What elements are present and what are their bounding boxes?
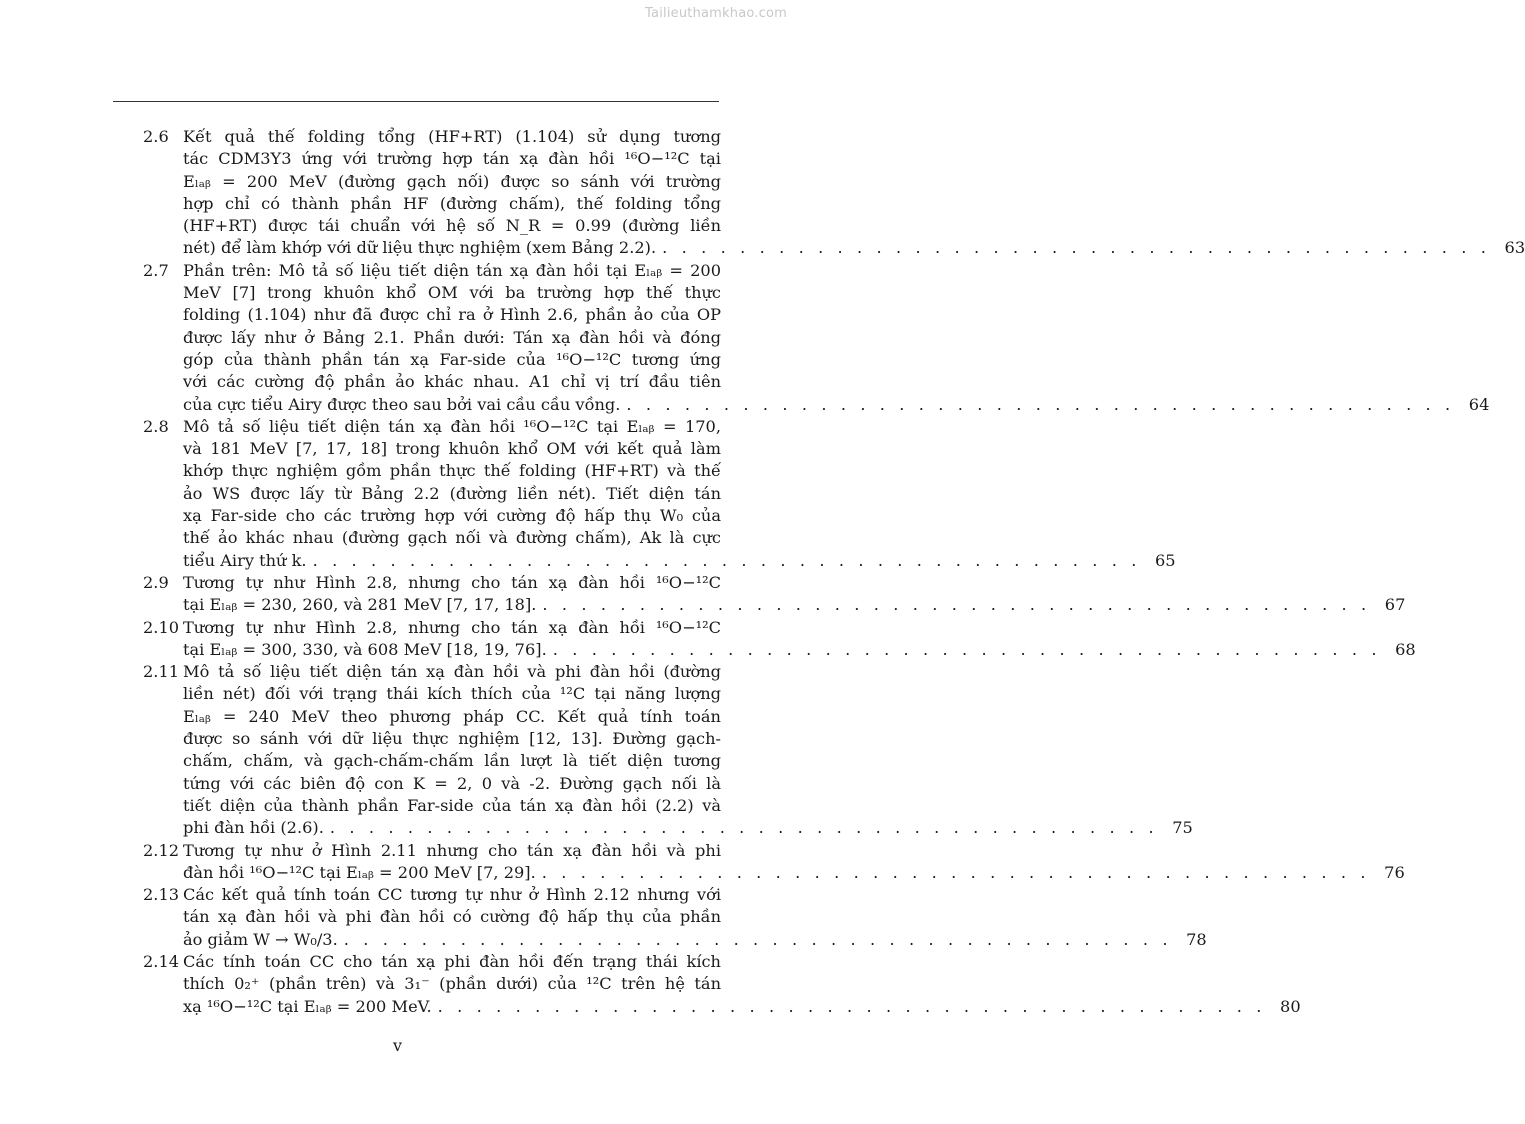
entry-last-line: đàn hồi ¹⁶O−¹²C tại Eₗₐᵦ = 200 MeV [7, 29]. xyxy=(183,862,536,882)
entry-line: hợp chỉ có thành phần HF (đường chấm), thế folding tổng xyxy=(183,193,721,213)
page-ref[interactable]: 78 xyxy=(1186,929,1207,949)
figure-entry-2-6 xyxy=(143,126,1525,260)
entry-line: tán xạ đàn hồi và phi đàn hồi có cường độ hấp thụ của phần xyxy=(183,907,721,927)
entry-line: tứng với các biên độ con K = 2, 0 và -2. Đường gạch nối là xyxy=(183,773,721,793)
figure-number: 2.12 xyxy=(143,840,180,860)
list-of-figures xyxy=(143,126,1525,1018)
page-ref[interactable]: 68 xyxy=(1395,639,1416,659)
figure-number: 2.9 xyxy=(143,572,169,592)
entry-line: Kết quả thế folding tổng (HF+RT) (1.104) sử dụng tương xyxy=(183,127,721,146)
entry-last-line: xạ ¹⁶O−¹²C tại Eₗₐᵦ = 200 MeV. xyxy=(183,996,432,1016)
entry-line: Eₗₐᵦ = 200 MeV (đường gạch nối) được so sánh với trường xyxy=(183,171,721,191)
entry-line: được so sánh với dữ liệu thực nghiệm [12, 13]. Đường gạch- xyxy=(183,729,721,749)
figure-number: 2.7 xyxy=(143,260,169,280)
dot-leader: . . . . . . . . . . . . . . . . . . . . . . . . . . . . . . . . . . . . . . . . . . . xyxy=(552,639,1382,659)
page-number: v xyxy=(392,1036,403,1055)
entry-line: chấm, chấm, và gạch-chấm-chấm lần lượt là tiết diện tương xyxy=(183,751,721,771)
entry-line: tác CDM3Y3 ứng với trường hợp tán xạ đàn hồi ¹⁶O−¹²C tại xyxy=(183,149,721,169)
dot-leader: . . . . . . . . . . . . . . . . . . . . . . . . . . . . . . . . . . . . . . . . . . . xyxy=(329,818,1159,838)
dot-leader: . . . . . . . . . . . . . . . . . . . . . . . . . . . . . . . . . . . . . . . . . . . xyxy=(343,929,1173,949)
entry-line: Eₗₐᵦ = 240 MeV theo phương pháp CC. Kết quả tính toán xyxy=(183,706,721,726)
entry-line: góp của thành phần tán xạ Far-side của ¹⁶O−¹²C tương ứng xyxy=(183,349,721,369)
entry-line: được lấy như ở Bảng 2.1. Phần dưới: Tán xạ đàn hồi và đóng xyxy=(183,327,721,347)
figure-number: 2.8 xyxy=(143,416,169,436)
figure-entry-2-12 xyxy=(143,840,1405,885)
page-ref[interactable]: 75 xyxy=(1172,818,1193,838)
dot-leader: . . . . . . . . . . . . . . . . . . . . . . . . . . . . . . . . . . . . . . . . . . . xyxy=(312,550,1141,570)
page-ref[interactable]: 67 xyxy=(1384,595,1406,615)
entry-line: folding (1.104) như đã được chỉ ra ở Hình 2.6, phần ảo của OP xyxy=(183,305,721,325)
entry-line: ảo WS được lấy từ Bảng 2.2 (đường liền nét). Tiết diện tán xyxy=(183,483,721,503)
entry-line: Tương tự như ở Hình 2.11 nhưng cho tán xạ đàn hồi và phi xyxy=(183,840,721,860)
entry-line: liền nét) đối với trạng thái kích thích của ¹²C tại năng lượng xyxy=(183,684,721,704)
figure-entry-2-10 xyxy=(143,617,1416,662)
entry-line: Các tính toán CC cho tán xạ phi đàn hồi đến trạng thái kích xyxy=(183,951,721,971)
entry-line: và 181 MeV [7, 17, 18] trong khuôn khổ OM với kết quả làm xyxy=(183,439,721,459)
figure-entry-2-7 xyxy=(143,260,1490,416)
watermark: Tailieuthamkhao.com xyxy=(645,6,787,21)
entry-line: thích 0₂⁺ (phần trên) và 3₁⁻ (phần dưới) của ¹²C trên hệ tán xyxy=(183,974,721,994)
figure-number: 2.10 xyxy=(143,617,180,637)
entry-line: Tương tự như Hình 2.8, nhưng cho tán xạ đàn hồi ¹⁶O−¹²C xyxy=(183,617,721,637)
dot-leader: . . . . . . . . . . . . . . . . . . . . . . . . . . . . . . . . . . . . . . . . . . . xyxy=(626,394,1455,414)
figure-number: 2.13 xyxy=(143,885,180,905)
entry-last-line: của cực tiểu Airy được theo sau bởi vai cầu cầu vồng. xyxy=(183,394,621,414)
entry-line: xạ Far-side cho các trường hợp với cường độ hấp thụ W₀ của xyxy=(183,506,721,526)
figure-number: 2.14 xyxy=(143,951,180,971)
entry-line: tiết diện của thành phần Far-side của tán xạ đàn hồi (2.2) và xyxy=(183,795,721,815)
figure-entry-2-11 xyxy=(143,661,1193,839)
figure-entry-2-9 xyxy=(143,572,1406,617)
figure-number: 2.11 xyxy=(143,662,180,682)
entry-line: Tương tự như Hình 2.8, nhưng cho tán xạ đàn hồi ¹⁶O−¹²C xyxy=(183,572,721,592)
figure-entry-2-13 xyxy=(143,884,1207,951)
entry-line: Các kết quả tính toán CC tương tự như ở Hình 2.12 nhưng với xyxy=(183,885,721,905)
entry-line: (HF+RT) được tái chuẩn với hệ số N_R = 0.99 (đường liền xyxy=(183,216,721,236)
page-ref[interactable]: 63 xyxy=(1504,238,1525,258)
entry-last-line: nét) để làm khớp với dữ liệu thực nghiệm (xem Bảng 2.2). xyxy=(183,238,657,258)
figure-number: 2.6 xyxy=(143,127,169,146)
page-ref[interactable]: 64 xyxy=(1468,394,1490,414)
entry-last-line: phi đàn hồi (2.6). xyxy=(183,818,324,838)
entry-line: Mô tả số liệu tiết diện tán xạ đàn hồi ¹⁶O−¹²C tại Eₗₐᵦ = 170, xyxy=(183,416,721,436)
header-rule xyxy=(113,101,719,102)
entry-line: với các cường độ phần ảo khác nhau. A1 chỉ vị trí đầu tiên xyxy=(183,372,721,392)
page-ref[interactable]: 76 xyxy=(1384,862,1405,882)
dot-leader: . . . . . . . . . . . . . . . . . . . . . . . . . . . . . . . . . . . . . . . . . . . xyxy=(541,862,1371,882)
entry-line: thế ảo khác nhau (đường gạch nối và đường chấm), Ak là cực xyxy=(183,528,721,548)
entry-line: MeV [7] trong khuôn khổ OM với ba trường hợp thế thực xyxy=(183,283,721,303)
dot-leader: . . . . . . . . . . . . . . . . . . . . . . . . . . . . . . . . . . . . . . . . . . . xyxy=(437,996,1267,1016)
entry-last-line: ảo giảm W → W₀/3. xyxy=(183,929,338,949)
entry-last-line: tiểu Airy thứ k. xyxy=(183,550,307,570)
figure-entry-2-8 xyxy=(143,416,1176,572)
figure-entry-2-14 xyxy=(143,951,1301,1018)
entry-last-line: tại Eₗₐᵦ = 300, 330, và 608 MeV [18, 19, 76]. xyxy=(183,639,547,659)
entry-last-line: tại Eₗₐᵦ = 230, 260, và 281 MeV [7, 17, 18]. xyxy=(183,595,537,615)
dot-leader: . . . . . . . . . . . . . . . . . . . . . . . . . . . . . . . . . . . . . . . . . . . xyxy=(662,238,1491,258)
entry-line: khớp thực nghiệm gồm phần thực thế folding (HF+RT) và thế xyxy=(183,461,721,481)
entry-line: Mô tả số liệu tiết diện tán xạ đàn hồi và phi đàn hồi (đường xyxy=(183,662,721,682)
dot-leader: . . . . . . . . . . . . . . . . . . . . . . . . . . . . . . . . . . . . . . . . . . . xyxy=(542,595,1371,615)
page-ref[interactable]: 80 xyxy=(1280,996,1301,1016)
page-ref[interactable]: 65 xyxy=(1154,550,1176,570)
entry-line: Phần trên: Mô tả số liệu tiết diện tán xạ đàn hồi tại Eₗₐᵦ = 200 xyxy=(183,260,721,280)
